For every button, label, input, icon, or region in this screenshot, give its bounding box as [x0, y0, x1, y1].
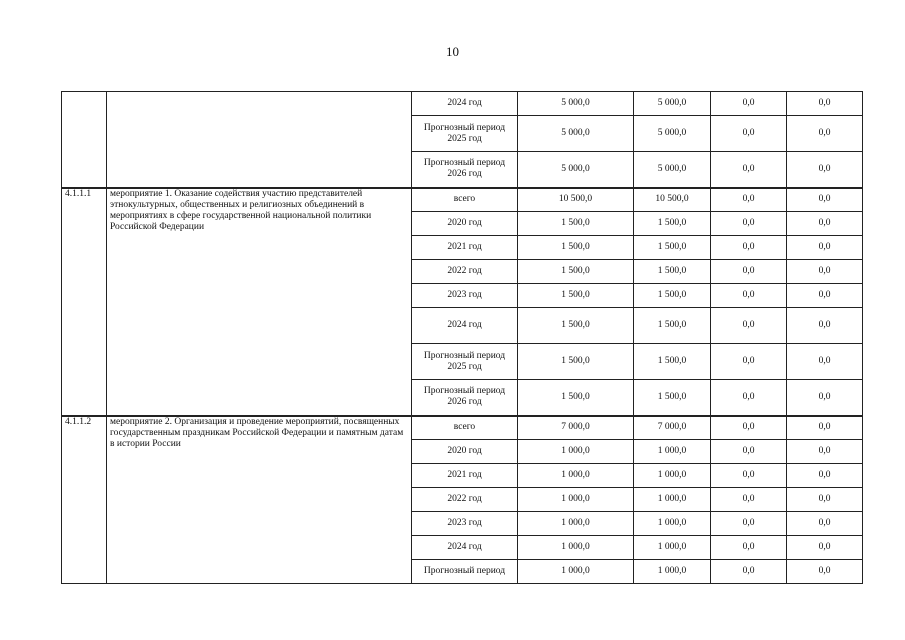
amount-cell-1: 1 500,0	[518, 236, 634, 260]
amount-cell-1: 1 000,0	[518, 440, 634, 464]
amount-cell-3: 0,0	[711, 512, 787, 536]
amount-cell-1: 10 500,0	[518, 188, 634, 212]
amount-cell-3: 0,0	[711, 488, 787, 512]
amount-cell-1: 5 000,0	[518, 116, 634, 152]
period-cell: Прогнозный период 2026 год	[412, 380, 518, 416]
period-cell: Прогнозный период	[412, 560, 518, 584]
amount-cell-1: 7 000,0	[518, 416, 634, 440]
period-cell: Прогнозный период 2025 год	[412, 344, 518, 380]
amount-cell-1: 1 000,0	[518, 512, 634, 536]
period-cell: 2023 год	[412, 512, 518, 536]
amount-cell-2: 1 500,0	[634, 236, 711, 260]
period-cell: всего	[412, 188, 518, 212]
amount-cell-2: 1 000,0	[634, 488, 711, 512]
table-row	[62, 92, 863, 116]
amount-cell-2: 1 000,0	[634, 440, 711, 464]
amount-cell-3: 0,0	[711, 260, 787, 284]
amount-cell-2: 5 000,0	[634, 116, 711, 152]
amount-cell-3: 0,0	[711, 188, 787, 212]
amount-cell-4: 0,0	[787, 380, 863, 416]
item-name: мероприятие 2. Организация и проведение мероприятий, посвященных государственным праздникам Российской Федерации и памятным датам в истории России	[107, 416, 412, 584]
amount-cell-4: 0,0	[787, 512, 863, 536]
amount-cell-4: 0,0	[787, 464, 863, 488]
amount-cell-2: 1 000,0	[634, 464, 711, 488]
period-cell: 2020 год	[412, 440, 518, 464]
period-cell: 2022 год	[412, 488, 518, 512]
amount-cell-1: 5 000,0	[518, 152, 634, 188]
amount-cell-1: 1 500,0	[518, 380, 634, 416]
amount-cell-4: 0,0	[787, 152, 863, 188]
amount-cell-3: 0,0	[711, 380, 787, 416]
amount-cell-1: 1 000,0	[518, 560, 634, 584]
amount-cell-3: 0,0	[711, 308, 787, 344]
amount-cell-4: 0,0	[787, 440, 863, 464]
period-cell: 2022 год	[412, 260, 518, 284]
amount-cell-3: 0,0	[711, 92, 787, 116]
amount-cell-2: 5 000,0	[634, 92, 711, 116]
amount-cell-4: 0,0	[787, 212, 863, 236]
period-cell: всего	[412, 416, 518, 440]
amount-cell-3: 0,0	[711, 284, 787, 308]
amount-cell-4: 0,0	[787, 536, 863, 560]
amount-cell-1: 1 500,0	[518, 308, 634, 344]
page-number: 10	[446, 44, 459, 59]
amount-cell-4: 0,0	[787, 116, 863, 152]
period-cell: 2024 год	[412, 92, 518, 116]
amount-cell-4: 0,0	[787, 284, 863, 308]
amount-cell-3: 0,0	[711, 536, 787, 560]
period-cell: 2024 год	[412, 308, 518, 344]
period-cell: 2023 год	[412, 284, 518, 308]
period-cell: 2024 год	[412, 536, 518, 560]
period-cell: Прогнозный период 2025 год	[412, 116, 518, 152]
amount-cell-2: 1 500,0	[634, 284, 711, 308]
amount-cell-4: 0,0	[787, 308, 863, 344]
amount-cell-3: 0,0	[711, 560, 787, 584]
amount-cell-2: 10 500,0	[634, 188, 711, 212]
period-cell: 2020 год	[412, 212, 518, 236]
amount-cell-1: 5 000,0	[518, 92, 634, 116]
amount-cell-2: 1 500,0	[634, 212, 711, 236]
amount-cell-3: 0,0	[711, 416, 787, 440]
amount-cell-2: 7 000,0	[634, 416, 711, 440]
item-name	[107, 92, 412, 188]
amount-cell-4: 0,0	[787, 236, 863, 260]
item-code: 4.1.1.2	[62, 416, 107, 584]
table-body	[62, 92, 863, 584]
amount-cell-1: 1 500,0	[518, 212, 634, 236]
amount-cell-3: 0,0	[711, 236, 787, 260]
amount-cell-4: 0,0	[787, 560, 863, 584]
amount-cell-1: 1 500,0	[518, 344, 634, 380]
period-cell: Прогнозный период 2026 год	[412, 152, 518, 188]
item-code: 4.1.1.1	[62, 188, 107, 416]
amount-cell-2: 1 500,0	[634, 344, 711, 380]
amount-cell-3: 0,0	[711, 464, 787, 488]
amount-cell-2: 1 500,0	[634, 308, 711, 344]
amount-cell-4: 0,0	[787, 344, 863, 380]
amount-cell-3: 0,0	[711, 152, 787, 188]
amount-cell-2: 1 500,0	[634, 260, 711, 284]
amount-cell-2: 1 000,0	[634, 560, 711, 584]
amount-cell-3: 0,0	[711, 116, 787, 152]
amount-cell-3: 0,0	[711, 440, 787, 464]
amount-cell-1: 1 000,0	[518, 536, 634, 560]
period-cell: 2021 год	[412, 464, 518, 488]
amount-cell-2: 1 500,0	[634, 380, 711, 416]
amount-cell-4: 0,0	[787, 260, 863, 284]
amount-cell-4: 0,0	[787, 188, 863, 212]
amount-cell-2: 1 000,0	[634, 536, 711, 560]
period-cell: 2021 год	[412, 236, 518, 260]
amount-cell-4: 0,0	[787, 416, 863, 440]
amount-cell-3: 0,0	[711, 344, 787, 380]
table-row	[62, 416, 863, 440]
amount-cell-3: 0,0	[711, 212, 787, 236]
budget-table	[61, 91, 863, 584]
amount-cell-1: 1 500,0	[518, 260, 634, 284]
amount-cell-1: 1 000,0	[518, 464, 634, 488]
amount-cell-4: 0,0	[787, 488, 863, 512]
amount-cell-1: 1 000,0	[518, 488, 634, 512]
amount-cell-2: 1 000,0	[634, 512, 711, 536]
amount-cell-1: 1 500,0	[518, 284, 634, 308]
item-name: мероприятие 1. Оказание содействия участию представителей этнокультурных, общественных и религиозных объединений в мероприятиях в сфере государственной национальной политики Российской Федерации	[107, 188, 412, 416]
table-row	[62, 188, 863, 212]
amount-cell-4: 0,0	[787, 92, 863, 116]
item-code	[62, 92, 107, 188]
amount-cell-2: 5 000,0	[634, 152, 711, 188]
